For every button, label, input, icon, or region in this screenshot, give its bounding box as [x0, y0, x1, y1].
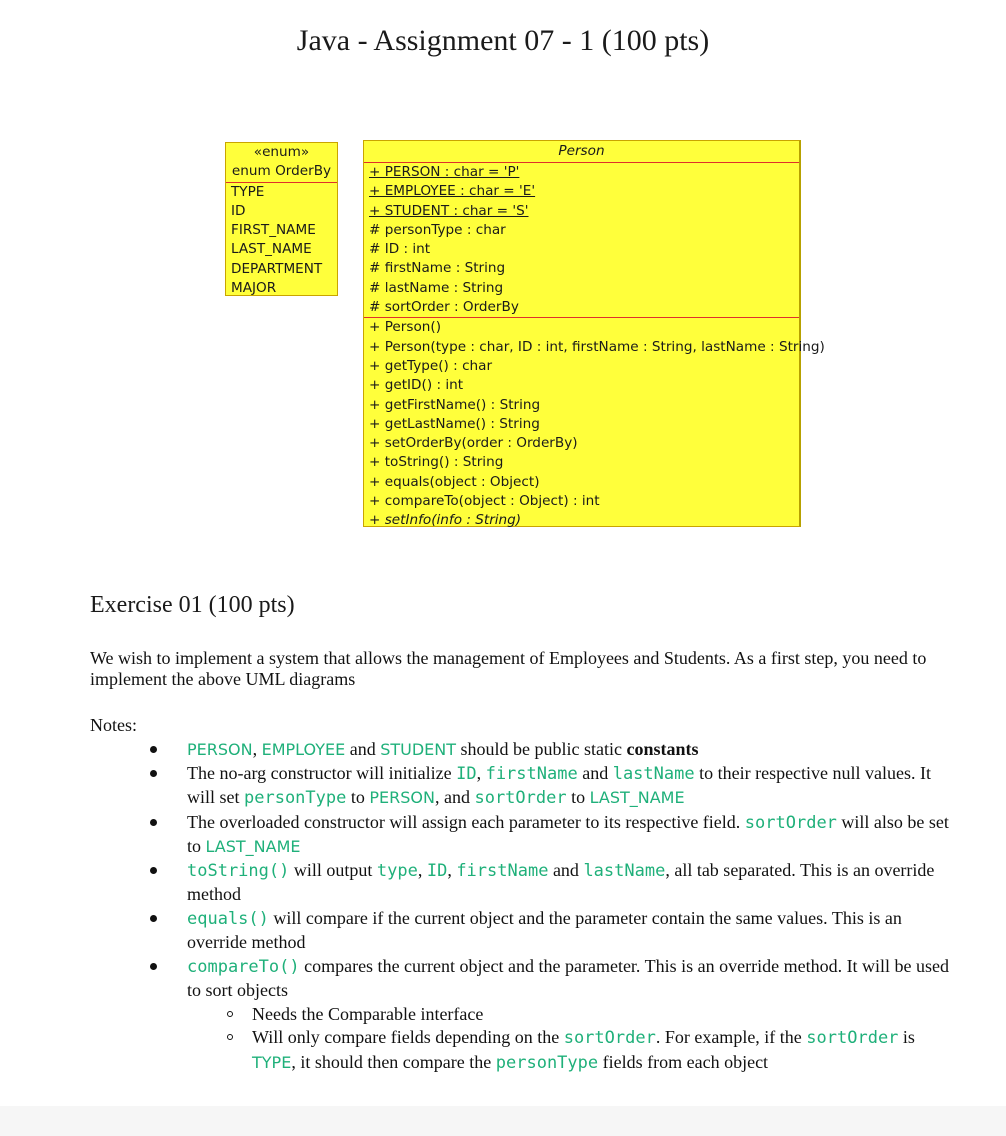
- note-constants: PERSON, EMPLOYEE and STUDENT should be public static constants: [150, 738, 950, 762]
- bullet-icon: [150, 915, 157, 922]
- sub-bullet-icon: [227, 1011, 233, 1017]
- notes-list: [150, 738, 950, 1075]
- enum-name: enum OrderBy: [226, 162, 337, 182]
- intro-paragraph: We wish to implement a system that allows the management of Employees and Students. As a first step, you need to implement the above UML diagrams: [90, 648, 927, 689]
- enum-stereotype: «enum»: [253, 144, 310, 160]
- class-method: + equals(object : Object): [369, 473, 540, 490]
- uml-enum-orderby: [225, 142, 338, 296]
- enum-value: MAJOR: [231, 280, 277, 297]
- class-attribute: + STUDENT : char = 'S': [369, 202, 529, 219]
- class-attribute: # lastName : String: [369, 279, 504, 296]
- page-bottom-strip: [0, 1106, 1006, 1136]
- class-method: + getLastName() : String: [369, 415, 540, 432]
- note-compareto: compareTo() compares the current object and the parameter. This is an override method. It will be used to sort objects Needs the Comparable interface Will only compare fields depending on the sortOrder. For example, if the sortOrder is TYPE, it should then compare the personType fields from each object: [150, 955, 950, 1076]
- note-overloaded-constructor: The overloaded constructor will assign each parameter to its respective field. sortOrder will also be set to LAST_NAME: [150, 811, 950, 859]
- uml-class-person: [363, 140, 825, 529]
- class-method: + Person(type : char, ID : int, firstName : String, lastName : String): [369, 338, 825, 355]
- class-method: + getFirstName() : String: [369, 396, 541, 413]
- enum-value: FIRST_NAME: [231, 222, 316, 239]
- bullet-icon: [150, 746, 157, 753]
- page-title: Java - Assignment 07 - 1 (100 pts): [296, 24, 710, 57]
- class-method: + Person(): [369, 319, 441, 336]
- note-noarg-constructor: The no-arg constructor will initialize ID, firstName and lastName to their respective null values. It will set personType to PERSON, and sortOrder to LAST_NAME: [150, 762, 950, 811]
- enum-value: TYPE: [231, 183, 265, 200]
- class-method-abstract: + setInfo(info : String): [369, 512, 522, 529]
- exercise-heading: Exercise 01 (100 pts): [90, 592, 295, 618]
- class-attribute: # firstName : String: [369, 260, 506, 277]
- sub-bullet-icon: [227, 1034, 233, 1040]
- class-attribute: # sortOrder : OrderBy: [369, 299, 519, 316]
- notes-label: Notes:: [90, 715, 137, 735]
- note-equals: equals() will compare if the current object and the parameter contain the same values. This is an override method: [150, 907, 950, 955]
- class-attribute: + PERSON : char = 'P': [369, 164, 520, 180]
- class-attributes: [364, 163, 799, 318]
- bullet-icon: [150, 819, 157, 826]
- class-attribute: # personType : char: [369, 221, 506, 238]
- enum-value: DEPARTMENT: [231, 260, 323, 277]
- class-method: + compareTo(object : Object) : int: [369, 493, 600, 510]
- subnote-comparable: Needs the Comparable interface: [150, 1003, 950, 1027]
- class-method: + getID() : int: [369, 377, 464, 394]
- enum-value: ID: [231, 202, 246, 219]
- class-method: + setOrderBy(order : OrderBy): [369, 435, 578, 452]
- class-methods: [364, 318, 825, 530]
- enum-value: LAST_NAME: [231, 241, 312, 258]
- class-attribute: # ID : int: [369, 241, 431, 258]
- note-tostring: toString() will output type, ID, firstName and lastName, all tab separated. This is an override method: [150, 859, 950, 907]
- bullet-icon: [150, 770, 157, 777]
- class-attribute: + EMPLOYEE : char = 'E': [369, 183, 536, 200]
- class-method: + toString() : String: [369, 454, 504, 471]
- subnote-sortorder: Will only compare fields depending on the sortOrder. For example, if the sortOrder is TYPE, it should then compare the personType fields from each object: [150, 1026, 950, 1075]
- class-method: + getType() : char: [369, 357, 493, 374]
- class-name: Person: [364, 141, 799, 163]
- bullet-icon: [150, 963, 157, 970]
- bullet-icon: [150, 867, 157, 874]
